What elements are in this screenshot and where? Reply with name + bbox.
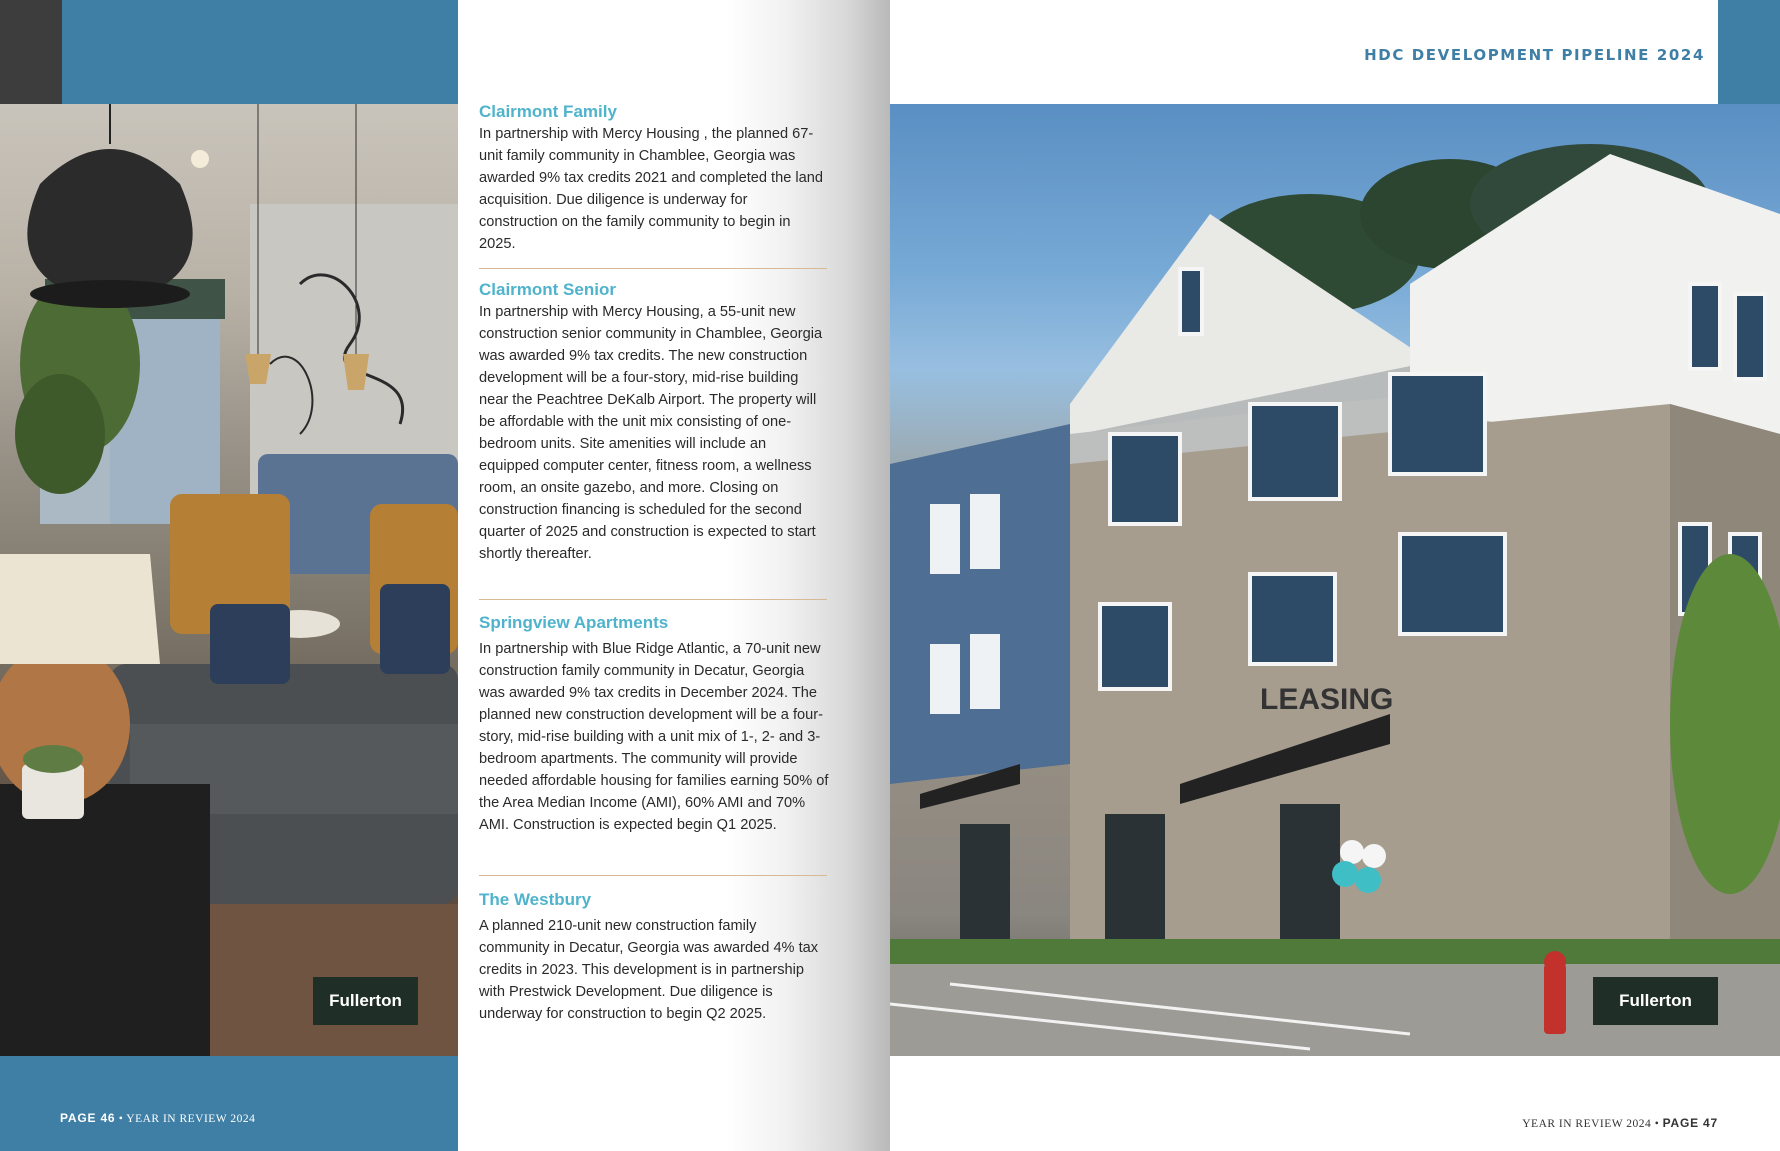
right-photo-caption: Fullerton [1593,977,1718,1025]
left-footer-label [60,1111,255,1125]
right-building-photo [890,104,1780,1056]
left-footer-separator: • [118,1113,124,1125]
section-clairmont-family [479,101,829,255]
section-body: In partnership with Blue Ridge Atlantic, a 70-unit new construction family community in Decatur, Georgia was awarded 9% tax credits in December 2024. The planned new construction development will be a four-story, mid-rise building with a unit mix of 1-, 2- and 3-bedroom apartments. The community will provide needed affordable housing for families earning 50% of the Area Median Income (AMI), 60% AMI and 70% AMI. Construction is expected begin Q1 2025. [479,641,829,833]
section-body: A planned 210-unit new construction family community in Decatur, Georgia was awarded 4% tax credits in 2023. This development is in partnership with Prestwick Development. Due diligence is underway for construction to begin Q2 2025. [479,918,819,1022]
left-interior-photo [0,104,458,1056]
leasing-sign: LEASING [1260,683,1394,716]
left-footer-band [0,1056,458,1151]
section-divider [479,599,827,600]
section-divider [479,875,827,876]
left-header-dark-band [0,0,62,104]
right-footer-title: YEAR IN REVIEW 2024 [1522,1118,1652,1130]
left-header-blue-band [62,0,458,104]
section-body: In partnership with Mercy Housing , the planned 67-unit family community in Chamblee, Georgia was awarded 9% tax credits 2021 and completed the land acquisition. Due diligence is underway for construction on the family community to begin in 2025. [479,126,823,252]
left-photo-caption: Fullerton [313,977,418,1025]
section-title: Clairmont Family [479,102,617,121]
section-springview-apartments [479,612,829,836]
right-footer-separator: • [1654,1118,1660,1130]
left-footer-title: YEAR IN REVIEW 2024 [126,1113,256,1125]
section-the-westbury [479,889,829,1025]
section-title: Springview Apartments [479,613,669,632]
section-title: The Westbury [479,890,592,909]
right-header-blue-band [1718,0,1780,104]
section-clairmont-senior [479,279,829,565]
section-title: Clairmont Senior [479,280,616,299]
right-footer-page-number: PAGE 47 [1662,1116,1718,1130]
section-body: In partnership with Mercy Housing, a 55-unit new construction senior community in Chamblee, Georgia was awarded 9% tax credits. The new construction development will be a four-story, mid-rise building near the Peachtree DeKalb Airport. The property will be affordable with the unit mix consisting of one-bedroom units. Site amenities will include an equipped computer center, fitness room, a wellness room, an onsite gazebo, and more. Closing on construction financing is scheduled for the second quarter of 2025 and construction is expected to start shortly thereafter. [479,304,823,562]
right-footer-label [1520,1116,1718,1130]
right-header-title: HDC DEVELOPMENT PIPELINE 2024 [1364,46,1705,64]
left-footer-page-number: PAGE 46 [60,1111,116,1125]
section-divider [479,268,827,269]
